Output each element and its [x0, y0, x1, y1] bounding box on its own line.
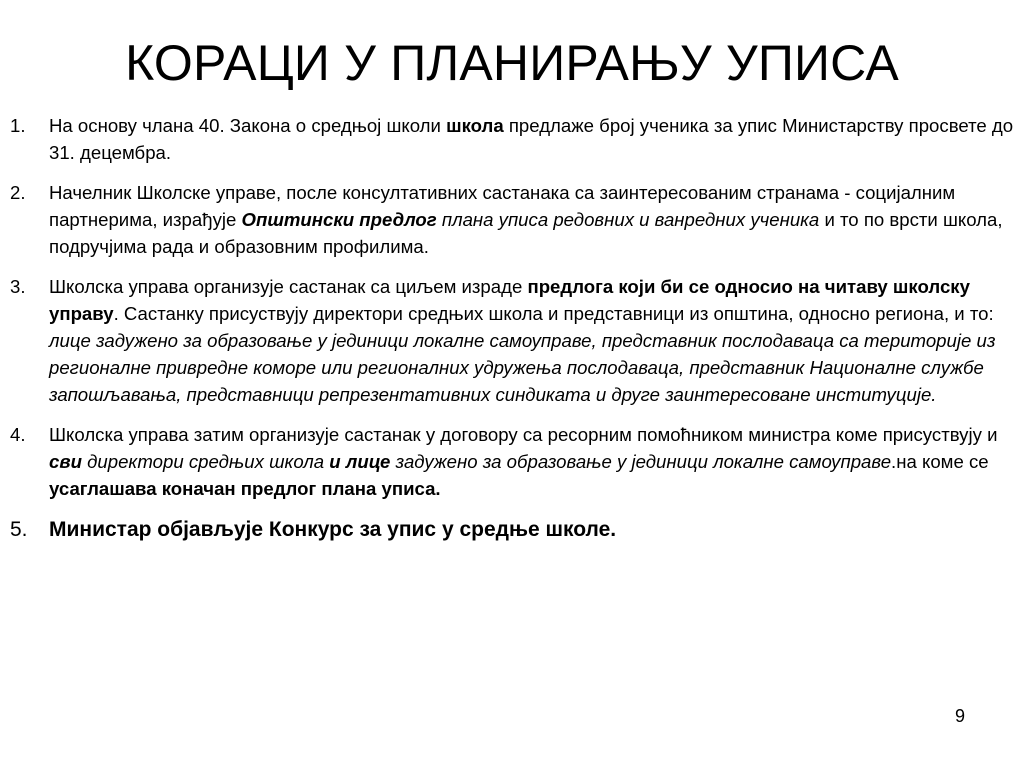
- item-number: 5.: [10, 518, 28, 541]
- list-item: [0, 421, 1024, 502]
- list-item: [0, 112, 1024, 166]
- text-segment: и то по врсти школа, подручјима рада и образовним профилима.: [49, 209, 1003, 257]
- slide-title: КОРАЦИ У ПЛАНИРАЊУ УПИСА: [125, 35, 899, 91]
- text-segment: . Састанку присуствују директори средњих школа и представници из општина, односно региона, и то:: [113, 303, 994, 324]
- item-number: 4.: [10, 424, 26, 445]
- page-number: 9: [954, 706, 965, 726]
- list-item: [0, 273, 1024, 408]
- text-segment: предлаже број ученика за упис Министарству просвете до 31. децембра.: [49, 115, 1014, 163]
- text-segment: директори средњих школа: [81, 451, 330, 472]
- text-segment: усаглашава коначан предлог плана уписа.: [49, 478, 441, 499]
- text-segment: предлога који би се односио на читаву школску управу: [49, 276, 970, 324]
- list-item: [0, 516, 1024, 544]
- text-segment: лице задужено за образовање у јединици локалне самоуправе, представник послодаваца са територије из регионалне привредне коморе или регионалних удружења послодаваца, представник Националне службе запошљавања, представници репрезентативних синдиката и друге заинтересоване институције.: [49, 330, 996, 405]
- item-text: [49, 112, 1014, 166]
- text-segment: Начелник Школске управе, после консултативних састанака са заинтересованим странама - социјалним партнерима, израђује: [49, 182, 956, 230]
- text-segment: Општински предлог: [241, 209, 437, 230]
- text-segment: .на коме се: [891, 451, 989, 472]
- text-segment: сви: [49, 451, 82, 472]
- text-segment: На основу члана 40. Закона о средњој школи: [49, 115, 447, 136]
- steps-list: [0, 112, 1024, 544]
- item-text: [49, 421, 1014, 502]
- text-segment: и лице: [329, 451, 391, 472]
- text-segment: школа: [446, 115, 504, 136]
- text-segment: Школска управа затим организује састанак у договору са ресорним помоћником министра коме присуствују и: [49, 424, 998, 445]
- text-segment: задужено за образовање у јединици локалне самоуправе: [390, 451, 892, 472]
- item-number: 2.: [10, 182, 26, 203]
- list-item: [0, 179, 1024, 260]
- item-number: 3.: [10, 276, 26, 297]
- item-number: 1.: [10, 115, 26, 136]
- text-segment: Школска управа организује састанак са циљем израде: [49, 276, 528, 297]
- text-segment: плана уписа редовних и ванредних ученика: [436, 209, 820, 230]
- item-text: [49, 516, 1014, 544]
- item-text: [49, 273, 1014, 408]
- text-segment: Министар објављује Конкурс за упис у средње школе.: [49, 518, 617, 541]
- item-text: [49, 179, 1014, 260]
